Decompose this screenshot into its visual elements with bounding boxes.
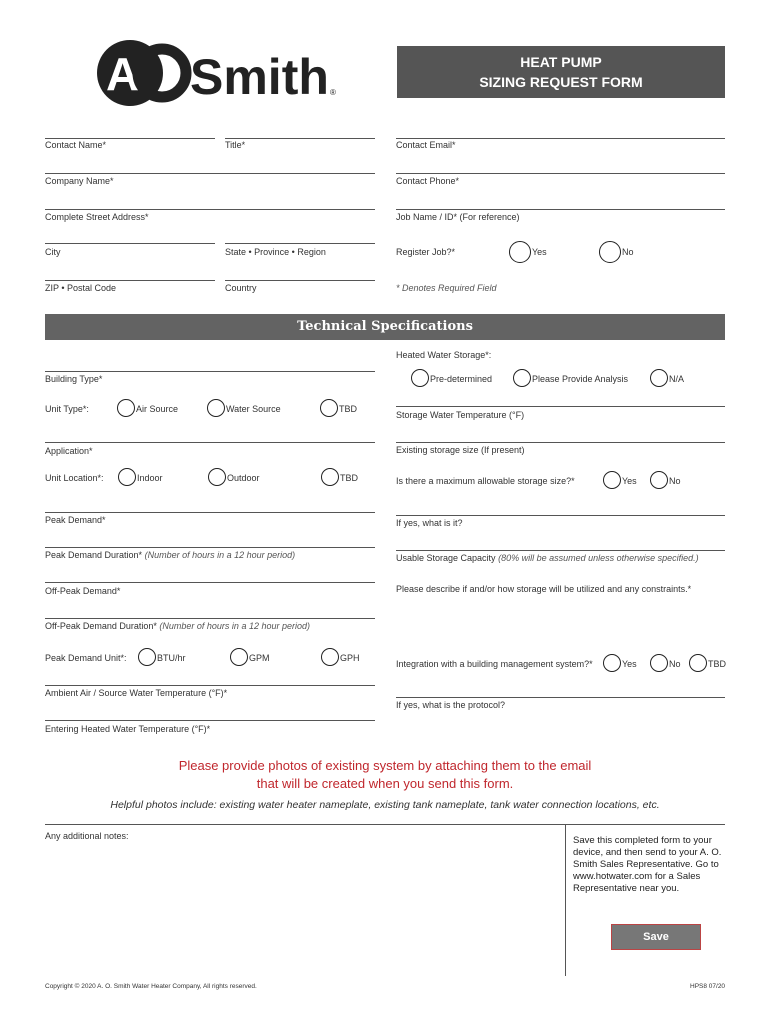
svg-text:®: ®: [330, 88, 336, 97]
photos-message: [45, 757, 725, 793]
peak-duration-hint: (Number of hours in a 12 hour period): [144, 550, 296, 560]
notes-divider: [565, 824, 566, 976]
storage-predetermined-radio[interactable]: [411, 369, 429, 387]
offpeak-demand-label: Off-Peak Demand*: [45, 586, 121, 596]
application-label: Application*: [45, 446, 93, 456]
city-label: City: [45, 247, 61, 257]
job-name-label: Job Name / ID* (For reference): [396, 212, 520, 222]
loc-outdoor-label: Outdoor: [227, 473, 260, 483]
offpeak-duration-field[interactable]: [45, 618, 375, 619]
if-yes-what-field[interactable]: [396, 515, 725, 516]
int-yes-label: Yes: [622, 659, 637, 669]
unit-location-label: Unit Location*:: [45, 473, 104, 483]
loc-outdoor-radio[interactable]: [208, 468, 226, 486]
helpful-photos-note: Helpful photos include: existing water heater nameplate, existing tank nameplate, tank water connection locations, etc.: [110, 799, 660, 811]
register-job-label: Register Job?*: [396, 247, 456, 257]
existing-storage-label: Existing storage size (If present): [396, 445, 525, 455]
register-no-label: No: [622, 247, 634, 257]
building-type-label: Building Type*: [45, 374, 103, 384]
offpeak-duration-hint: (Number of hours in a 12 hour period): [159, 621, 310, 631]
peak-duration-field[interactable]: [45, 547, 375, 548]
unit-water-radio[interactable]: [207, 399, 225, 417]
unit-water-label: Water Source: [226, 404, 281, 414]
offpeak-demand-field[interactable]: [45, 582, 375, 583]
form-title-line2: SIZING REQUEST FORM: [479, 74, 643, 90]
company-name-label: Company Name*: [45, 176, 114, 186]
max-no-radio[interactable]: [650, 471, 668, 489]
offpeak-duration-label: [45, 621, 310, 631]
unit-gpm-radio[interactable]: [230, 648, 248, 666]
city-field[interactable]: [45, 243, 215, 244]
copyright: Copyright © 2020 A. O. Smith Water Heater Company, All rights reserved.: [45, 983, 257, 990]
usable-capacity-field[interactable]: [396, 550, 725, 551]
unit-btu-label: BTU/hr: [157, 653, 186, 663]
ambient-temp-field[interactable]: [45, 685, 375, 686]
entering-temp-label: Entering Heated Water Temperature (°F)*: [45, 724, 211, 734]
title-label: Title*: [225, 140, 246, 150]
form-title: [397, 46, 725, 98]
photos-message-line2: that will be created when you send this form.: [256, 776, 514, 791]
zip-label: ZIP • Postal Code: [45, 283, 117, 293]
street-address-field[interactable]: [45, 209, 375, 210]
unit-gph-label: GPH: [340, 653, 360, 663]
loc-indoor-label: Indoor: [137, 473, 163, 483]
loc-tbd-label: TBD: [340, 473, 358, 483]
storage-na-radio[interactable]: [650, 369, 668, 387]
max-storage-label: Is there a maximum allowable storage size?*: [396, 476, 575, 486]
building-type-field[interactable]: [45, 371, 375, 372]
max-yes-label: Yes: [622, 476, 637, 486]
unit-type-label: Unit Type*:: [45, 404, 89, 414]
save-button[interactable]: Save: [611, 924, 701, 950]
int-tbd-radio[interactable]: [689, 654, 707, 672]
contact-phone-field[interactable]: [396, 173, 725, 174]
loc-indoor-radio[interactable]: [118, 468, 136, 486]
notes-label: Any additional notes:: [45, 831, 129, 841]
zip-field[interactable]: [45, 280, 215, 281]
svg-text:Smith: Smith: [190, 49, 329, 105]
ambient-temp-label: Ambient Air / Source Water Temperature (°F)*: [45, 688, 228, 698]
country-field[interactable]: [225, 280, 375, 281]
heated-water-storage-label: Heated Water Storage*:: [396, 350, 492, 360]
required-note: * Denotes Required Field: [396, 283, 497, 293]
unit-air-radio[interactable]: [117, 399, 135, 417]
entering-temp-field[interactable]: [45, 720, 375, 721]
register-yes-label: Yes: [532, 247, 547, 257]
contact-name-label: Contact Name*: [45, 140, 107, 150]
describe-storage-label: Please describe if and/or how storage will be utilized and any constraints.*: [396, 584, 692, 594]
application-field[interactable]: [45, 442, 375, 443]
int-no-label: No: [669, 659, 681, 669]
street-address-label: Complete Street Address*: [45, 212, 149, 222]
loc-tbd-radio[interactable]: [321, 468, 339, 486]
int-yes-radio[interactable]: [603, 654, 621, 672]
country-label: Country: [225, 283, 257, 293]
peak-demand-label: Peak Demand*: [45, 515, 106, 525]
storage-analysis-radio[interactable]: [513, 369, 531, 387]
company-name-field[interactable]: [45, 173, 375, 174]
aosmith-logo: [90, 38, 340, 108]
integration-label: Integration with a building management system?*: [396, 659, 593, 669]
job-name-field[interactable]: [396, 209, 725, 210]
usable-capacity-label: [396, 553, 699, 563]
contact-name-field[interactable]: [45, 138, 215, 139]
unit-gpm-label: GPM: [249, 653, 270, 663]
unit-air-label: Air Source: [136, 404, 179, 414]
int-no-radio[interactable]: [650, 654, 668, 672]
storage-na-label: N/A: [669, 374, 685, 384]
contact-phone-label: Contact Phone*: [396, 176, 460, 186]
storage-predetermined-label: Pre-determined: [430, 374, 493, 384]
storage-analysis-label: Please Provide Analysis: [532, 374, 629, 384]
existing-storage-field[interactable]: [396, 442, 725, 443]
peak-demand-field[interactable]: [45, 512, 375, 513]
peak-duration-label: [45, 550, 295, 560]
title-field[interactable]: [225, 138, 375, 139]
svg-text:A: A: [106, 48, 140, 100]
state-label: State • Province • Region: [225, 247, 326, 257]
state-field[interactable]: [225, 243, 375, 244]
storage-temp-field[interactable]: [396, 406, 725, 407]
form-title-line1: HEAT PUMP: [520, 54, 602, 70]
unit-btu-radio[interactable]: [138, 648, 156, 666]
usable-capacity-text: Usable Storage Capacity: [396, 553, 496, 563]
contact-email-label: Contact Email*: [396, 140, 456, 150]
form-code: HPS8 07/20: [690, 983, 726, 990]
peak-unit-label: Peak Demand Unit*:: [45, 653, 127, 663]
photos-message-line1: Please provide photos of existing system by attaching them to the email: [178, 758, 592, 773]
unit-tbd-radio[interactable]: [320, 399, 338, 417]
if-yes-what-label: If yes, what is it?: [396, 518, 463, 528]
usable-capacity-hint: (80% will be assumed unless otherwise specified.): [498, 553, 699, 563]
technical-specs-heading: Technical Specifications: [45, 314, 725, 340]
peak-duration-text: Peak Demand Duration*: [45, 550, 143, 560]
unit-tbd-label: TBD: [339, 404, 357, 414]
contact-email-field[interactable]: [396, 138, 725, 139]
protocol-field[interactable]: [396, 697, 725, 698]
register-no-radio[interactable]: [599, 241, 621, 263]
int-tbd-label: TBD: [708, 659, 726, 669]
offpeak-duration-text: Off-Peak Demand Duration*: [45, 621, 157, 631]
protocol-label: If yes, what is the protocol?: [396, 700, 506, 710]
max-yes-radio[interactable]: [603, 471, 621, 489]
save-instructions: Save this completed form to your device, and then send to your A. O. Smith Sales Representative. Go to www.hotwater.com for a Sales Representative near you.: [573, 835, 722, 894]
unit-gph-radio[interactable]: [321, 648, 339, 666]
storage-temp-label: Storage Water Temperature (°F): [396, 410, 525, 420]
max-no-label: No: [669, 476, 681, 486]
register-yes-radio[interactable]: [509, 241, 531, 263]
